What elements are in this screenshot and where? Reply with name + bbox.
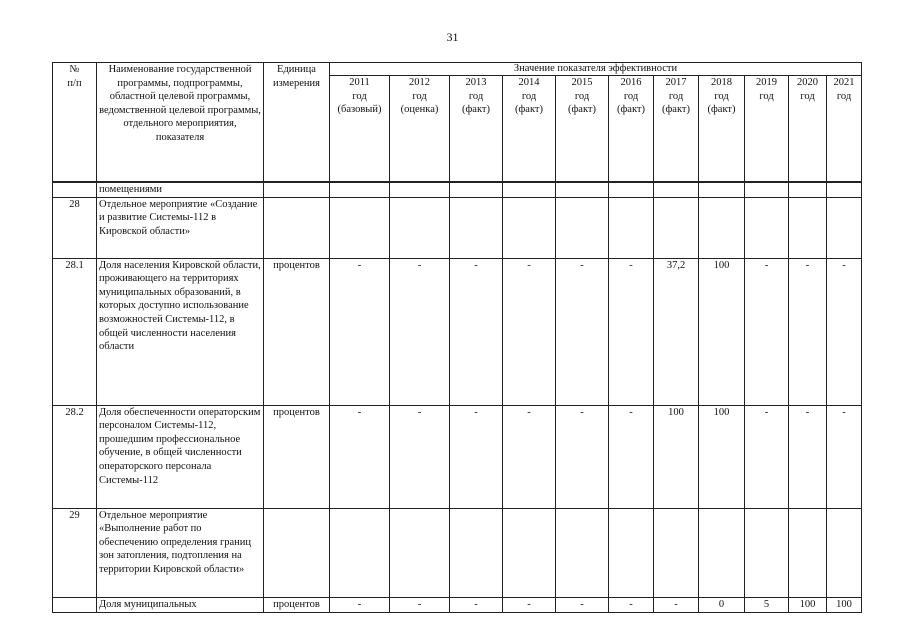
- row-value: [609, 182, 654, 197]
- row-value: -: [330, 597, 390, 612]
- row-value: [745, 197, 789, 258]
- header-row-1: [53, 63, 862, 76]
- row-value: -: [556, 597, 609, 612]
- header-year-year: 2014: [518, 77, 540, 88]
- header-year-sub2: (оценка): [400, 104, 439, 116]
- header-unit-label: Единица измерения: [273, 64, 320, 89]
- row-value: [827, 508, 862, 597]
- row-number: 28.1: [53, 258, 97, 405]
- row-name: Доля обеспеченности операторским персоналом Системы-112, прошедшим профессиональное обучение, в общей численности операторского персонала Системы-112: [97, 405, 264, 508]
- header-year-2017: [654, 76, 699, 183]
- row-unit: [264, 182, 330, 197]
- page-number: 31: [446, 30, 459, 44]
- row-value: -: [390, 258, 450, 405]
- row-value: -: [450, 258, 503, 405]
- header-year-sub2: (факт): [661, 104, 690, 116]
- header-year-2015: [556, 76, 609, 183]
- header-year-sub2: (факт): [461, 104, 490, 116]
- header-year-2021: [827, 76, 862, 183]
- header-year-sub1: год: [623, 90, 639, 102]
- table-row: [53, 258, 862, 405]
- row-value: [556, 182, 609, 197]
- row-value: [654, 182, 699, 197]
- header-unit: [264, 63, 330, 183]
- row-value: -: [654, 597, 699, 612]
- row-value: -: [609, 258, 654, 405]
- row-name: Доля муниципальных: [97, 597, 264, 612]
- header-year-sub1: год: [668, 90, 684, 102]
- header-year-2011: [330, 76, 390, 183]
- row-value: [654, 508, 699, 597]
- row-value: -: [450, 405, 503, 508]
- row-value: 100: [699, 258, 745, 405]
- header-year-sub2: (факт): [567, 104, 596, 116]
- row-value: 100: [789, 597, 827, 612]
- table-row: [53, 197, 862, 258]
- row-value: [827, 182, 862, 197]
- header-year-2016: [609, 76, 654, 183]
- row-value: [503, 182, 556, 197]
- row-value: [503, 508, 556, 597]
- header-year-sub2: (факт): [514, 104, 543, 116]
- row-number: [53, 597, 97, 612]
- header-value-group: [330, 63, 862, 76]
- header-year-sub2: (факт): [616, 104, 645, 116]
- header-name: [97, 63, 264, 183]
- header-year-sub2: (базовый): [337, 104, 382, 116]
- row-value: 0: [699, 597, 745, 612]
- header-year-sub1: год: [468, 90, 484, 102]
- row-value: -: [503, 258, 556, 405]
- row-value: 5: [745, 597, 789, 612]
- header-year-sub1: год: [352, 90, 367, 102]
- row-unit: процентов: [264, 258, 330, 405]
- row-value: [609, 508, 654, 597]
- row-value: [789, 182, 827, 197]
- row-value: -: [503, 405, 556, 508]
- row-number: 28.2: [53, 405, 97, 508]
- header-year-sub1: год: [800, 90, 815, 102]
- header-year-sub1: год: [521, 90, 537, 102]
- row-value: [390, 197, 450, 258]
- row-value: -: [330, 258, 390, 405]
- header-year-year: 2021: [833, 77, 855, 88]
- row-value: [330, 197, 390, 258]
- row-value: -: [556, 258, 609, 405]
- row-unit: процентов: [264, 597, 330, 612]
- table-row: [53, 405, 862, 508]
- row-unit: процентов: [264, 405, 330, 508]
- row-value: [699, 508, 745, 597]
- header-year-sub1: год: [412, 90, 427, 102]
- row-value: [390, 182, 450, 197]
- row-value: -: [390, 405, 450, 508]
- row-value: 100: [827, 597, 862, 612]
- row-value: [450, 508, 503, 597]
- row-value: -: [789, 405, 827, 508]
- row-value: 37,2: [654, 258, 699, 405]
- row-value: [556, 197, 609, 258]
- row-value: [654, 197, 699, 258]
- row-value: -: [827, 405, 862, 508]
- row-unit: [264, 508, 330, 597]
- header-year-year: 2013: [465, 77, 487, 88]
- header-value-group-label: Значение показателя эффективности: [513, 63, 678, 74]
- row-number: 29: [53, 508, 97, 597]
- header-year-2019: [745, 76, 789, 183]
- row-value: -: [450, 597, 503, 612]
- row-unit: [264, 197, 330, 258]
- header-year-sub2: (факт): [707, 104, 736, 116]
- row-value: -: [503, 597, 556, 612]
- row-value: [330, 508, 390, 597]
- header-year-sub1: год: [574, 90, 590, 102]
- row-value: 100: [699, 405, 745, 508]
- header-year-2018: [699, 76, 745, 183]
- header-year-year: 2011: [349, 77, 370, 88]
- row-value: 100: [654, 405, 699, 508]
- header-name-label: Наименование государственной программы, подпрограммы, областной целевой программы, ведомственной целевой программы, отдельного мероприятия, показателя: [99, 64, 261, 143]
- table-row: [53, 597, 862, 612]
- header-year-2014: [503, 76, 556, 183]
- row-name: помещениями: [97, 182, 264, 197]
- row-name: Отдельное мероприятие «Выполнение работ по обеспечению определения границ зон затопления, подтопления на территории Кировской области»: [97, 508, 264, 597]
- row-value: [789, 197, 827, 258]
- header-year-year: 2018: [711, 77, 732, 88]
- header-year-year: 2019: [756, 77, 777, 88]
- row-value: -: [789, 258, 827, 405]
- row-value: [330, 182, 390, 197]
- row-value: [745, 508, 789, 597]
- header-num-label: № п/п: [67, 64, 82, 89]
- row-number: 28: [53, 197, 97, 258]
- header-year-year: 2016: [620, 77, 642, 88]
- row-name: Доля населения Кировской области, проживающего на территориях муниципальных образований, в которых доступно использование возможностей Системы-112, в общей численности населения области: [97, 258, 264, 405]
- row-value: [450, 182, 503, 197]
- row-value: -: [330, 405, 390, 508]
- row-value: -: [609, 405, 654, 508]
- row-value: [789, 508, 827, 597]
- row-number: [53, 182, 97, 197]
- row-value: [699, 197, 745, 258]
- row-value: [827, 197, 862, 258]
- header-year-2013: [450, 76, 503, 183]
- indicators-table: [52, 62, 862, 613]
- row-value: -: [745, 405, 789, 508]
- header-year-year: 2012: [409, 77, 430, 88]
- header-year-year: 2015: [571, 77, 593, 88]
- header-num: [53, 63, 97, 183]
- row-value: [450, 197, 503, 258]
- header-year-2020: [789, 76, 827, 183]
- row-name: Отдельное мероприятие «Создание и развитие Системы-112 в Кировской области»: [97, 197, 264, 258]
- header-year-sub1: год: [759, 90, 774, 102]
- row-value: [699, 182, 745, 197]
- header-year-year: 2017: [665, 77, 687, 88]
- row-value: [609, 197, 654, 258]
- row-value: [745, 182, 789, 197]
- row-value: [556, 508, 609, 597]
- table-row: [53, 508, 862, 597]
- header-year-sub1: год: [714, 90, 729, 102]
- header-year-sub1: год: [836, 90, 852, 102]
- row-value: [503, 197, 556, 258]
- row-value: -: [827, 258, 862, 405]
- row-value: -: [609, 597, 654, 612]
- table-row: [53, 182, 862, 197]
- header-year-year: 2020: [797, 77, 818, 88]
- row-value: [390, 508, 450, 597]
- row-value: -: [556, 405, 609, 508]
- row-value: -: [390, 597, 450, 612]
- row-value: -: [745, 258, 789, 405]
- header-year-2012: [390, 76, 450, 183]
